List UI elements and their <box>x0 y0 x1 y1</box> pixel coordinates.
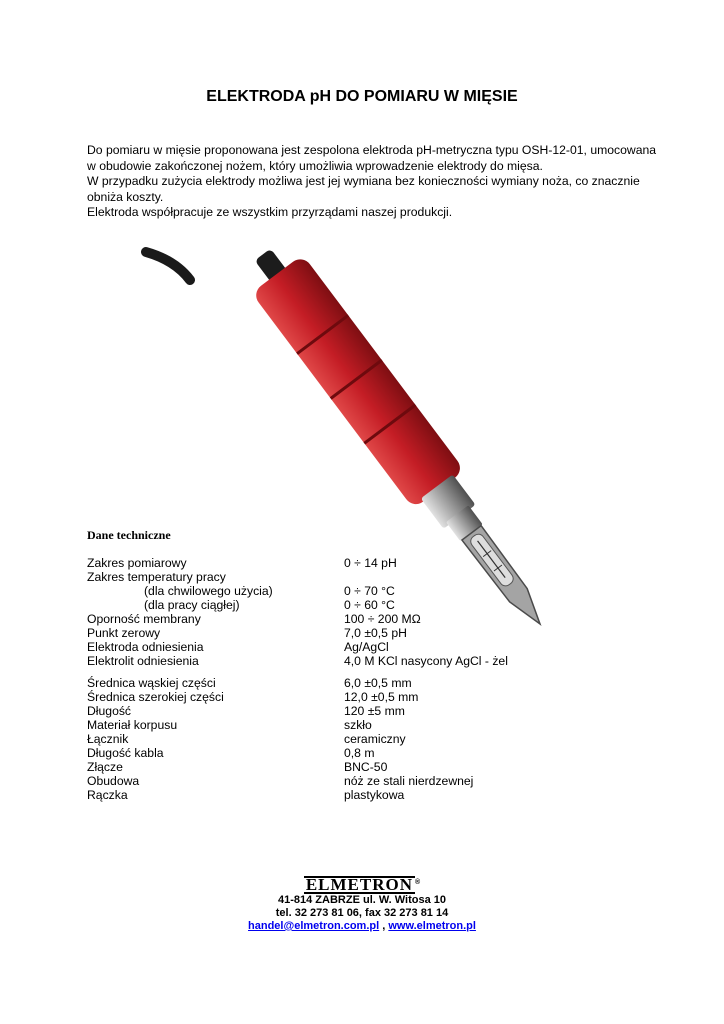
spec-value: 6,0 ±0,5 mm <box>344 676 412 690</box>
spec-value: 120 ±5 mm <box>344 704 405 718</box>
email-link[interactable]: handel@elmetron.com.pl <box>248 920 380 932</box>
handle <box>251 255 464 509</box>
company-contacts <box>0 920 724 933</box>
spec-value: plastykowa <box>344 788 405 802</box>
spec-value: 4,0 M KCl nasycony AgCl - żel <box>344 654 508 668</box>
specs-heading: Dane techniczne <box>87 528 171 542</box>
spec-value: 100 ÷ 200 MΩ <box>344 612 421 626</box>
spec-value: Ag/AgCl <box>344 640 389 654</box>
spec-label: (dla chwilowego użycia) <box>144 584 273 598</box>
intro-paragraph: Elektroda współpracuje ze wszystkim przyrządami naszej produkcji. <box>87 205 453 219</box>
spec-value: BNC-50 <box>344 760 388 774</box>
registered-mark: ® <box>415 879 421 886</box>
company-phone: tel. 32 273 81 06, fax 32 273 81 14 <box>275 907 449 919</box>
spec-label: (dla pracy ciągłej) <box>144 598 240 612</box>
spec-value: 7,0 ±0,5 pH <box>344 626 407 640</box>
spec-value: 0,8 m <box>344 746 375 760</box>
spec-label: Zakres pomiarowy <box>87 556 187 570</box>
spec-label: Łącznik <box>87 732 129 746</box>
intro-paragraph: W przypadku zużycia elektrody możliwa jest jej wymiana bez konieczności wymiany noża, co znacznie obniża koszty. <box>87 174 640 204</box>
spec-label: Punkt zerowy <box>87 626 161 640</box>
spec-value: nóż ze stali nierdzewnej <box>344 774 474 788</box>
page-title: ELEKTRODA pH DO POMIARU W MIĘSIE <box>206 88 518 105</box>
cable <box>146 252 190 280</box>
spec-label: Długość kabla <box>87 746 164 760</box>
spec-label: Oporność membrany <box>87 612 201 626</box>
spec-label: Złącze <box>87 760 123 774</box>
intro-paragraph: Do pomiaru w mięsie proponowana jest zespolona elektroda pH-metryczna typu OSH-12-01, umocowana w obudowie zakończonej nożem, który umożliwia wprowadzenie elektrody do mięsa. <box>87 143 657 173</box>
spec-value: 0 ÷ 60 °C <box>344 598 395 612</box>
website-link[interactable]: www.elmetron.pl <box>388 920 476 932</box>
logo-text: ELMETRON <box>305 875 413 894</box>
spec-label: Długość <box>87 704 132 718</box>
spec-label: Elektroda odniesienia <box>87 640 204 654</box>
company-logo <box>0 876 724 894</box>
spec-value: szkło <box>344 718 372 732</box>
spec-label: Średnica szerokiej części <box>87 690 224 704</box>
intro-text <box>87 143 667 221</box>
spec-value: ceramiczny <box>344 732 406 746</box>
contact-separator: , <box>379 920 389 932</box>
spec-label: Obudowa <box>87 774 140 788</box>
spec-value: 0 ÷ 70 °C <box>344 584 395 598</box>
spec-label: Materiał korpusu <box>87 718 178 732</box>
company-address: 41-814 ZABRZE ul. W. Witosa 10 <box>278 894 446 906</box>
company-footer <box>0 876 724 933</box>
spec-label: Zakres temperatury pracy <box>87 570 226 584</box>
spec-value: 12,0 ±0,5 mm <box>344 690 419 704</box>
spec-label: Elektrolit odniesienia <box>87 654 199 668</box>
spec-value: 0 ÷ 14 pH <box>344 556 397 570</box>
spec-label: Średnica wąskiej części <box>87 676 216 690</box>
spec-label: Rączka <box>87 788 128 802</box>
